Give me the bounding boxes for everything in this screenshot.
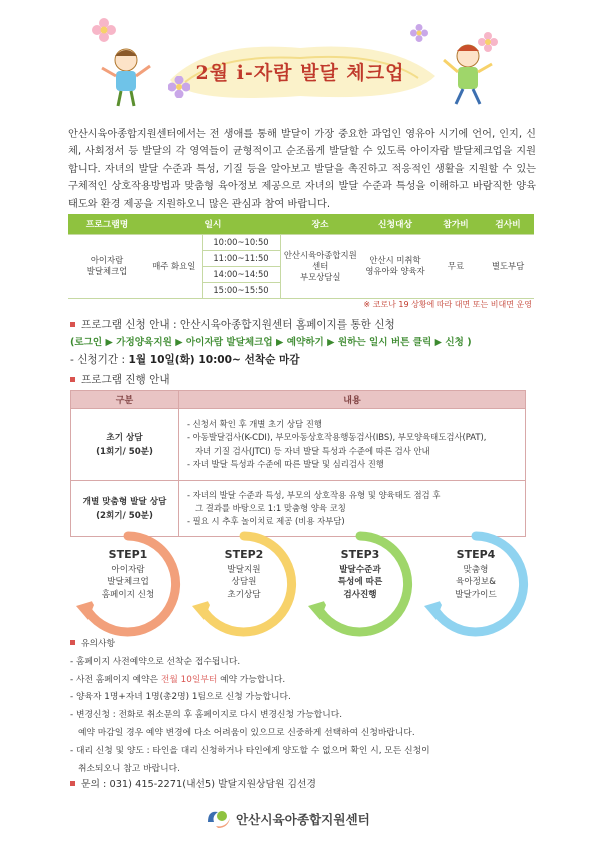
step-title: STEP1 — [108, 548, 148, 561]
step-body: 아이자람 발달체크업 홈페이지 신청 — [101, 565, 155, 600]
notice-line: 취소되오니 참고 바랍니다. — [78, 763, 180, 774]
apply-heading: 프로그램 신청 안내 : 안산시육아종합지원센터 홈페이지를 통한 신청 — [70, 317, 395, 332]
bullet-icon — [70, 781, 75, 786]
step-body: 맞춤형 육아정보& 발달가이드 — [455, 565, 497, 600]
step-2 — [188, 528, 300, 638]
col-datetime: 일시 — [146, 214, 280, 234]
org-logo-icon — [204, 806, 234, 830]
process-content: - 신청서 확인 후 개별 초기 상담 진행 - 아동발달검사(K-CDI), 부모아동상호작용행동검사(IBS), 부모양육태도검사(PAT), 자녀 기질 검사(JTCI) 등 자녀 발달 특성과 수준에 따른 검사 안내 - 자녀 발달 특성과 수준에 따른 발달 및 심리검사 진행 — [179, 409, 526, 481]
steps-diagram — [72, 528, 532, 638]
step-1 — [72, 528, 184, 638]
col-fee: 참가비 — [430, 214, 482, 234]
step-title: STEP2 — [224, 548, 264, 561]
time-slot: 10:00~10:50 — [202, 234, 280, 250]
step-body: 발달지원 상담원 초기상담 — [227, 565, 261, 600]
program-name: 아이자람 발달체크업 — [68, 234, 146, 298]
bullet-icon — [70, 322, 75, 327]
step-4 — [420, 528, 532, 638]
apply-period-value: 1월 10일(화) 10:00~ 선착순 마감 — [128, 354, 300, 366]
table-row — [68, 234, 534, 250]
notice-line: - 양육자 1명+자녀 1명(총2명) 1팀으로 신청 가능합니다. — [70, 692, 291, 703]
process-type: 초기 상담 (1회기/ 50분) — [71, 409, 179, 481]
step-title: STEP3 — [340, 548, 380, 561]
kid-illustration-left — [98, 46, 154, 108]
flow-heading: 프로그램 진행 안내 — [70, 372, 170, 387]
schedule-place: 안산시육아종합지원센터 부모상담실 — [280, 234, 360, 298]
bullet-icon — [70, 640, 75, 645]
apply-path: (로그인 ▶ 가정양육지원 ▶ 아이자람 발달체크업 ▶ 예약하기 ▶ 원하는 일시 버튼 클릭 ▶ 신청 ) — [70, 337, 472, 348]
col-program: 프로그램명 — [68, 214, 146, 234]
col-type: 구분 — [71, 391, 179, 409]
notice-line: 예약 마감일 경우 예약 변경에 다소 어려움이 있으므로 신중하게 선택하여 신청바랍니다. — [78, 727, 415, 738]
step-3 — [304, 528, 416, 638]
schedule-fee: 무료 — [430, 234, 482, 298]
flower-icon — [92, 18, 116, 42]
step-body: 발달수준과 특성에 따른 검사진행 — [337, 565, 383, 600]
covid-note: ※ 코로나 19 상황에 따라 대면 또는 비대면 운영 — [363, 300, 532, 309]
intro-paragraph: 안산시육아종합지원센터에서는 전 생애를 통해 발달이 가장 중요한 과업인 영유아 시기에 언어, 인지, 신체, 사회정서 등 발달의 각 영역들이 균형적이고 순조롭게 발달할 수 있도록 아이자람 발달체크업을 지원합니다. 자녀의 발달 수준과 특성, 기질 등을 알아보고 발달을 촉진하고 적응적인 생활을 지원할 수 있는 구체적인 상호작용방법과 맞춤형 육아정보 제공으로 자녀의 발달 수준과 특성을 이해하고 바람직한 양육태도와 환경 제공을 지원하오니 많은 관심과 참여 바랍니다. — [68, 129, 536, 210]
page-title: 2월 i-자람 발달 체크업 — [195, 62, 405, 84]
notice-line: - 대리 신청 및 양도 : 타인을 대리 신청하거나 타인에게 양도할 수 없으며 확인 시, 모든 신청이 — [70, 745, 430, 756]
process-content: - 자녀의 발달 수준과 특성, 부모의 상호작용 유형 및 양육태도 점검 후 그 결과를 바탕으로 1:1 맞춤형 양육 코칭 - 필요 시 추후 놀이치료 제공 (비용 자부담) — [179, 481, 526, 537]
apply-period: - 신청기간 : 1월 10일(화) 10:00~ 선착순 마감 — [70, 354, 300, 366]
process-table — [70, 390, 526, 537]
col-place: 장소 — [280, 214, 360, 234]
org-name: 안산시육아종합지원센터 — [236, 812, 370, 827]
header-banner — [0, 0, 600, 118]
time-slot: 15:00~15:50 — [202, 282, 280, 298]
process-type: 개별 맞춤형 발달 상담 (2회기/ 50분) — [71, 481, 179, 537]
schedule-target: 안산시 미취학 영유아와 양육자 — [360, 234, 430, 298]
notice-heading: 유의사항 — [70, 636, 540, 654]
notice-highlight: 전월 10일부터 — [160, 674, 218, 685]
col-target: 신청대상 — [360, 214, 430, 234]
inquiry-line: 문의 : 031) 415-2271(내선5) 발달지원상담원 김선경 — [70, 776, 316, 790]
col-content: 내용 — [179, 391, 526, 409]
step-title: STEP4 — [456, 548, 496, 561]
time-slot: 11:00~11:50 — [202, 250, 280, 266]
flower-icon — [478, 32, 498, 52]
time-slot: 14:00~14:50 — [202, 266, 280, 282]
bullet-dash: - — [70, 354, 78, 366]
flower-icon — [410, 24, 428, 42]
notice-line: - 홈페이지 사전예약으로 선착순 접수됩니다. — [70, 656, 241, 667]
schedule-test-fee: 별도부담 — [482, 234, 534, 298]
notice-line: - 변경신청 : 전화로 취소문의 후 홈페이지로 다시 변경신청 가능합니다. — [70, 710, 343, 721]
schedule-header-row — [68, 214, 534, 234]
process-header-row — [71, 391, 526, 409]
col-test-fee: 검사비 — [482, 214, 534, 234]
schedule-table — [68, 214, 534, 299]
table-row — [71, 409, 526, 481]
schedule-day: 매주 화요일 — [146, 234, 202, 298]
notice-line: - 사전 홈페이지 예약은 전월 10일부터 예약 가능합니다. — [70, 674, 286, 685]
bullet-icon — [70, 377, 75, 382]
notice-section — [70, 636, 540, 778]
